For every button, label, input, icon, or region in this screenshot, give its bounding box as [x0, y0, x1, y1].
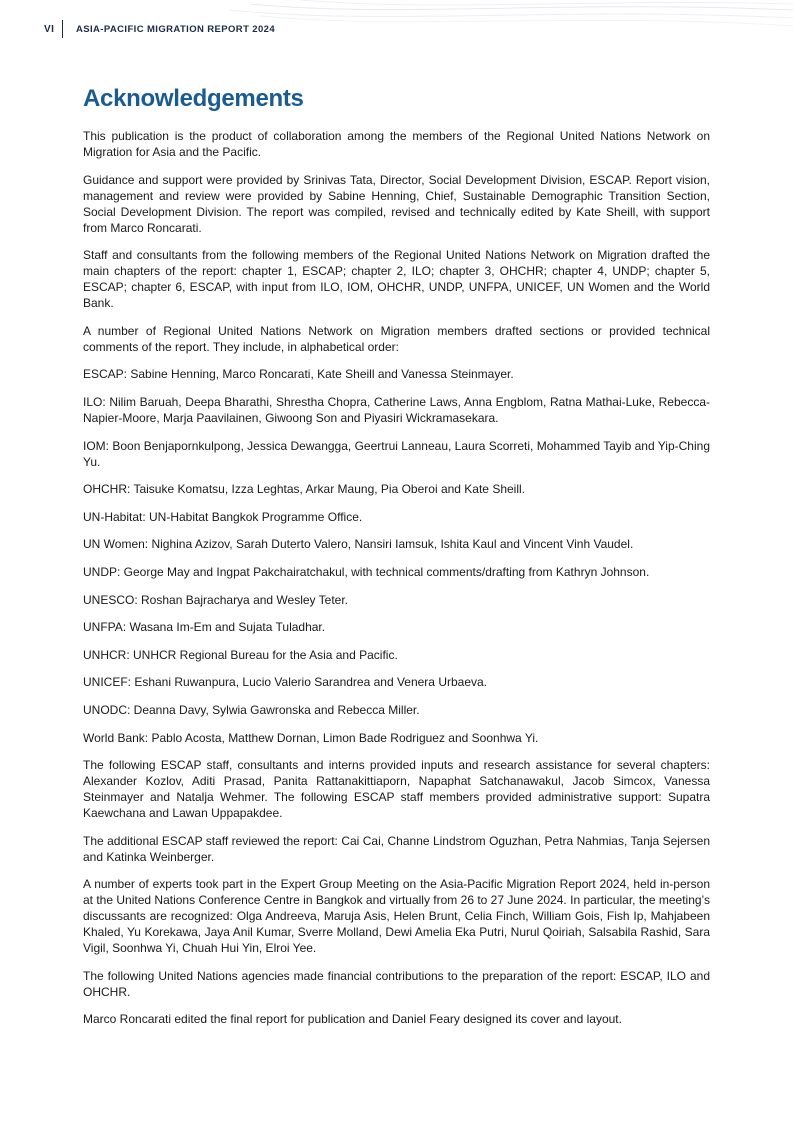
paragraph: Guidance and support were provided by Srinivas Tata, Director, Social Development Division, ESCAP. Report vision, management and review were provided by Sabine Henning, Chief, Sustainable Demographic Transition Section, Social Development Division. The report was compiled, revised and technically edited by Kate Sheill, with support from Marco Roncarati.: [83, 172, 710, 235]
paragraph: ILO: Nilim Baruah, Deepa Bharathi, Shrestha Chopra, Catherine Laws, Anna Engblom, Ratna Mathai-Luke, Rebecca-Napier-Moore, Marja Paavilainen, Giwoong Son and Piyasiri Wickramasekara.: [83, 394, 710, 425]
main-content: [83, 84, 710, 1039]
paragraph: This publication is the product of collaboration among the members of the Regional United Nations Network on Migration for Asia and the Pacific.: [83, 129, 710, 159]
report-title: ASIA-PACIFIC MIGRATION REPORT 2024: [76, 23, 276, 35]
paragraph: IOM: Boon Benjapornkulpong, Jessica Dewangga, Geertrui Lanneau, Laura Scorreti, Mohammed Tayib and Yip-Ching Yu.: [83, 438, 710, 469]
paragraph: UNFPA: Wasana Im-Em and Sujata Tuladhar.: [83, 620, 326, 635]
paragraph: World Bank: Pablo Acosta, Matthew Dornan, Limon Bade Rodriguez and Soonhwa Yi.: [83, 730, 539, 745]
header-divider: [62, 20, 63, 38]
page-number: VI: [44, 23, 55, 35]
running-header: [44, 20, 275, 38]
paragraph: UN Women: Nighina Azizov, Sarah Duterto Valero, Nansiri Iamsuk, Ishita Kaul and Vincent Vinh Vaudel.: [83, 537, 634, 552]
paragraph: UNICEF: Eshani Ruwanpura, Lucio Valerio Sarandrea and Venera Urbaeva.: [83, 675, 488, 690]
paragraph: UNDP: George May and Ingpat Pakchairatchakul, with technical comments/drafting from Kathryn Johnson.: [83, 564, 650, 579]
paragraph: ESCAP: Sabine Henning, Marco Roncarati, Kate Sheill and Vanessa Steinmayer.: [83, 367, 514, 382]
paragraph: UNHCR: UNHCR Regional Bureau for the Asia and Pacific.: [83, 647, 398, 662]
paragraph: A number of experts took part in the Expert Group Meeting on the Asia-Pacific Migration Report 2024, held in-person at the United Nations Conference Centre in Bangkok and virtually from 26 to 27 June 2024. In particular, the meeting’s discussants are recognized: Olga Andreeva, Maruja Asis, Helen Brunt, Celia Finch, William Gois, Fish Ip, Mahjabeen Khaled, Yu Korekawa, Jaya Anil Kumar, Sverre Molland, Dewi Amelia Eka Putri, Nurul Qoiriah, Salsabila Rashid, Sara Vigil, Soonhwa Yi, Chuah Hui Yin, Elroi Yee.: [83, 877, 710, 956]
paragraph: UN-Habitat: UN-Habitat Bangkok Programme Office.: [83, 509, 363, 524]
paragraph: The additional ESCAP staff reviewed the report: Cai Cai, Channe Lindstrom Oguzhan, Petra Nahmias, Tanja Sejersen and Katinka Weinberger.: [83, 833, 710, 864]
paragraph: Marco Roncarati edited the final report for publication and Daniel Feary designed its cover and layout.: [83, 1012, 622, 1027]
paragraph: UNESCO: Roshan Bajracharya and Wesley Teter.: [83, 592, 349, 607]
paragraph: OHCHR: Taisuke Komatsu, Izza Leghtas, Arkar Maung, Pia Oberoi and Kate Sheill.: [83, 482, 525, 497]
paragraph: Staff and consultants from the following members of the Regional United Nations Network on Migration drafted the main chapters of the report: chapter 1, ESCAP; chapter 2, ILO; chapter 3, OHCHR; chapter 4, UNDP; chapter 5, ESCAP; chapter 6, ESCAP, with input from ILO, IOM, OHCHR, UNDP, UNFPA, UNICEF, UN Women and the World Bank.: [83, 248, 710, 311]
paragraph: UNODC: Deanna Davy, Sylwia Gawronska and Rebecca Miller.: [83, 702, 420, 717]
page-title: Acknowledgements: [83, 85, 304, 112]
paragraph: The following United Nations agencies made financial contributions to the preparation of the report: ESCAP, ILO and OHCHR.: [83, 968, 710, 999]
paragraph: The following ESCAP staff, consultants and interns provided inputs and research assistance for several chapters: Alexander Kozlov, Aditi Prasad, Panita Rattanakittiaporn, Napaphat Satchanawakul, Jacob Simcox, Vanessa Steinmayer and Natalja Wehmer. The following ESCAP staff members provided administrative support: Supatra Kaewchana and Lawan Uppapakdee.: [83, 758, 710, 821]
paragraph: A number of Regional United Nations Network on Migration members drafted sections or provided technical comments of the report. They include, in alphabetical order:: [83, 323, 710, 354]
